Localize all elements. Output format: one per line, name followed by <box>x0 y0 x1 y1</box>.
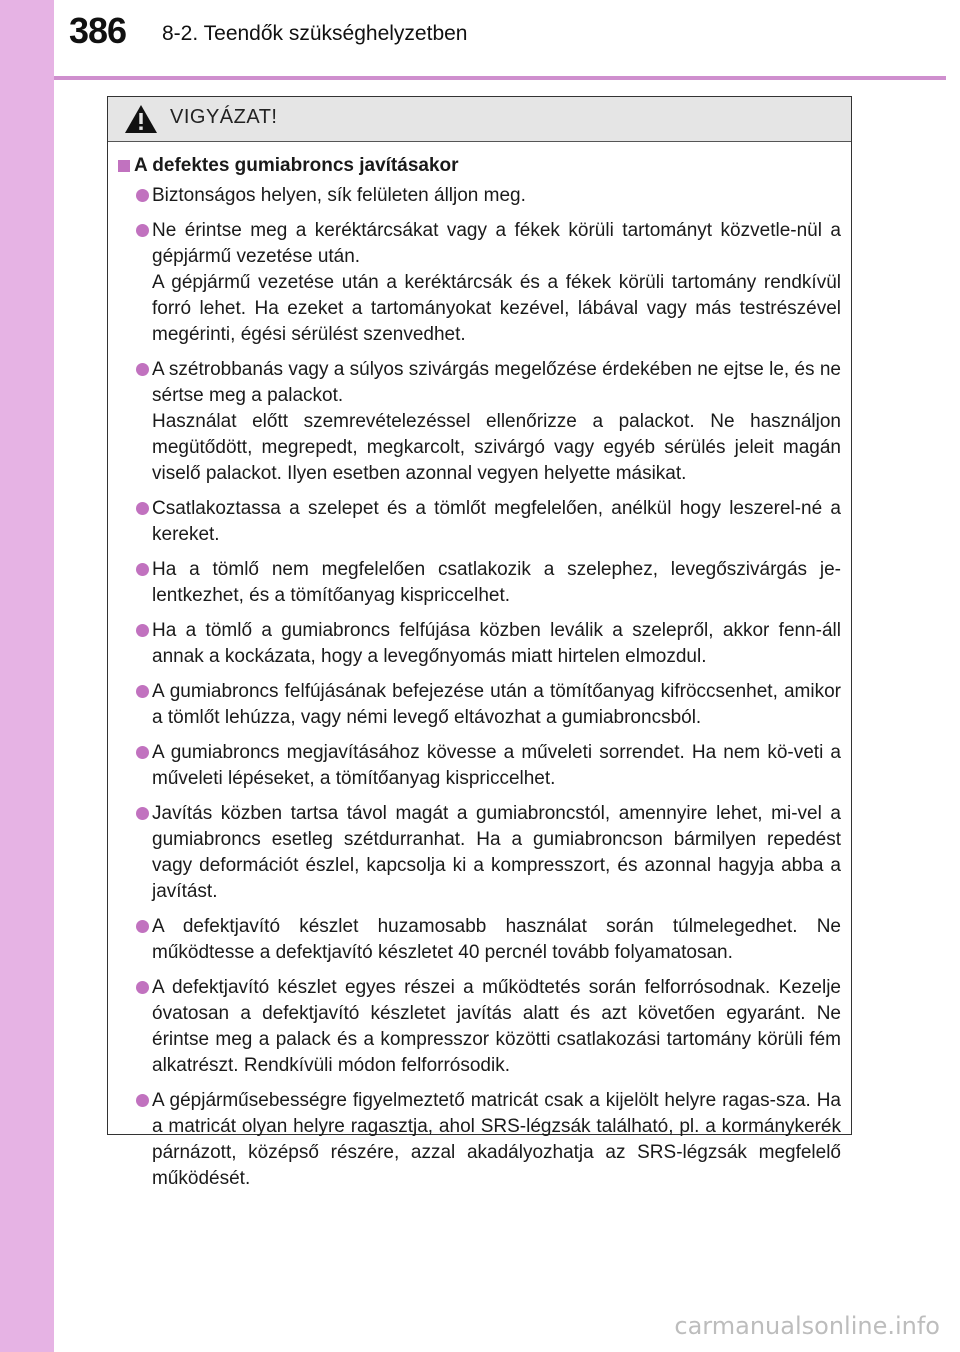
warning-triangle-icon <box>124 104 158 134</box>
list-item-text: A gumiabroncs megjavításához kövesse a műveleti sorrendet. Ha nem kö-veti a műveleti lépéseket, a tömítőanyag kispriccelhet. <box>152 742 841 789</box>
round-bullet-icon <box>136 563 149 576</box>
list-item-text: Csatlakoztassa a szelepet és a tömlőt megfelelően, anélkül hogy leszerel-né a kereket. <box>152 498 841 545</box>
list-item-text: Ha a tömlő a gumiabroncs felfújása közben leválik a szelepről, akkor fenn-áll annak a kockázata, hogy a levegőnyomás miatt hirtelen elmozdul. <box>152 620 841 667</box>
page-number: 386 <box>69 10 127 51</box>
list-item <box>136 801 841 905</box>
round-bullet-icon <box>136 920 149 933</box>
caution-subheading <box>118 153 851 179</box>
round-bullet-icon <box>136 807 149 820</box>
list-item <box>136 357 841 487</box>
subheading-text: A defektes gumiabroncs javításakor <box>134 155 459 176</box>
list-item <box>136 183 841 209</box>
list-item <box>136 975 841 1079</box>
round-bullet-icon <box>136 224 149 237</box>
list-item <box>136 740 841 792</box>
round-bullet-icon <box>136 746 149 759</box>
round-bullet-icon <box>136 981 149 994</box>
caution-list <box>108 183 851 1192</box>
list-item-text: Biztonságos helyen, sík felületen álljon meg. <box>152 185 526 206</box>
list-item-text: Ne érintse meg a keréktárcsákat vagy a fékek körüli tartományt közvetle-nül a gépjármű vezetése után. <box>152 220 841 267</box>
list-item <box>136 679 841 731</box>
round-bullet-icon <box>136 685 149 698</box>
list-item-text: Javítás közben tartsa távol magát a gumiabroncstól, amennyire lehet, mi-vel a gumiabroncs esetleg szétdurranhat. Ha a gumiabroncson bármilyen repedést vagy deformációt észlel, kapcsolja ki a kompresszort, és azonnal hagyja abba a javítást. <box>152 803 841 902</box>
list-item <box>136 218 841 348</box>
round-bullet-icon <box>136 1094 149 1107</box>
watermark: carmanualsonline.info <box>674 1312 940 1340</box>
side-color-band <box>0 0 54 1352</box>
square-bullet-icon <box>118 160 130 172</box>
caution-box <box>107 96 852 1189</box>
list-item-text: A defektjavító készlet huzamosabb használat során túlmelegedhet. Ne működtesse a defektjavító készletet 40 percnél tovább folyamatosan. <box>152 916 841 963</box>
caution-header <box>108 97 851 142</box>
caution-label: VIGYÁZAT! <box>170 106 278 128</box>
list-item-text: Használat előtt szemrevételezéssel ellenőrizze a palackot. Ne használjon megütődött, megrepedt, megkarcolt, szivárgó vagy egyéb sérülés jeleit magán viselő palackot. Ilyen esetben azonnal vegyen helyette másikat. <box>152 411 841 484</box>
round-bullet-icon <box>136 502 149 515</box>
list-item-text: A szétrobbanás vagy a súlyos szivárgás megelőzése érdekében ne ejtse le, és ne sértse meg a palackot. <box>152 359 841 406</box>
list-item-text: A gépjárműsebességre figyelmeztető matricát csak a kijelölt helyre ragas-sza. Ha a matricát olyan helyre ragasztja, ahol SRS-légzsák található, pl. a kormánykerék párnázott, középső részére, azzal akadályozhatja az SRS-légzsák megfelelő működését. <box>152 1090 841 1189</box>
list-item-text: A gumiabroncs felfújásának befejezése után a tömítőanyag kifröccsenhet, amikor a tömlőt lehúzza, vagy némi levegő eltávozhat a gumiabroncsból. <box>152 681 841 728</box>
list-item <box>136 618 841 670</box>
list-item <box>136 557 841 609</box>
list-item <box>136 496 841 548</box>
list-item <box>136 914 841 966</box>
list-item <box>136 1088 841 1192</box>
list-item-text: A defektjavító készlet egyes részei a működtetés során felforrósodnak. Kezelje óvatosan a defektjavító készletet javítás alatt és azt követően egyaránt. Ne érintse meg a palack és a kompresszor közötti csatlakozási tartomány körüli fém alkatrészt. Rendkívüli módon felforrósodik. <box>152 977 841 1076</box>
round-bullet-icon <box>136 624 149 637</box>
round-bullet-icon <box>136 189 149 202</box>
caution-content <box>108 153 851 1201</box>
header-rule <box>54 76 946 80</box>
section-title: 8-2. Teendők szükséghelyzetben <box>162 22 468 45</box>
list-item-text: A gépjármű vezetése után a keréktárcsák és a fékek körüli tartomány rendkívül forró lehet. Ha ezeket a tartományokat kezével, lábával vagy más testrészével megérinti, égési sérülést szenvedhet. <box>152 272 841 345</box>
list-item-text: Ha a tömlő nem megfelelően csatlakozik a szelephez, levegőszivárgás je-lentkezhet, és a tömítőanyag kispriccelhet. <box>152 559 841 606</box>
round-bullet-icon <box>136 363 149 376</box>
